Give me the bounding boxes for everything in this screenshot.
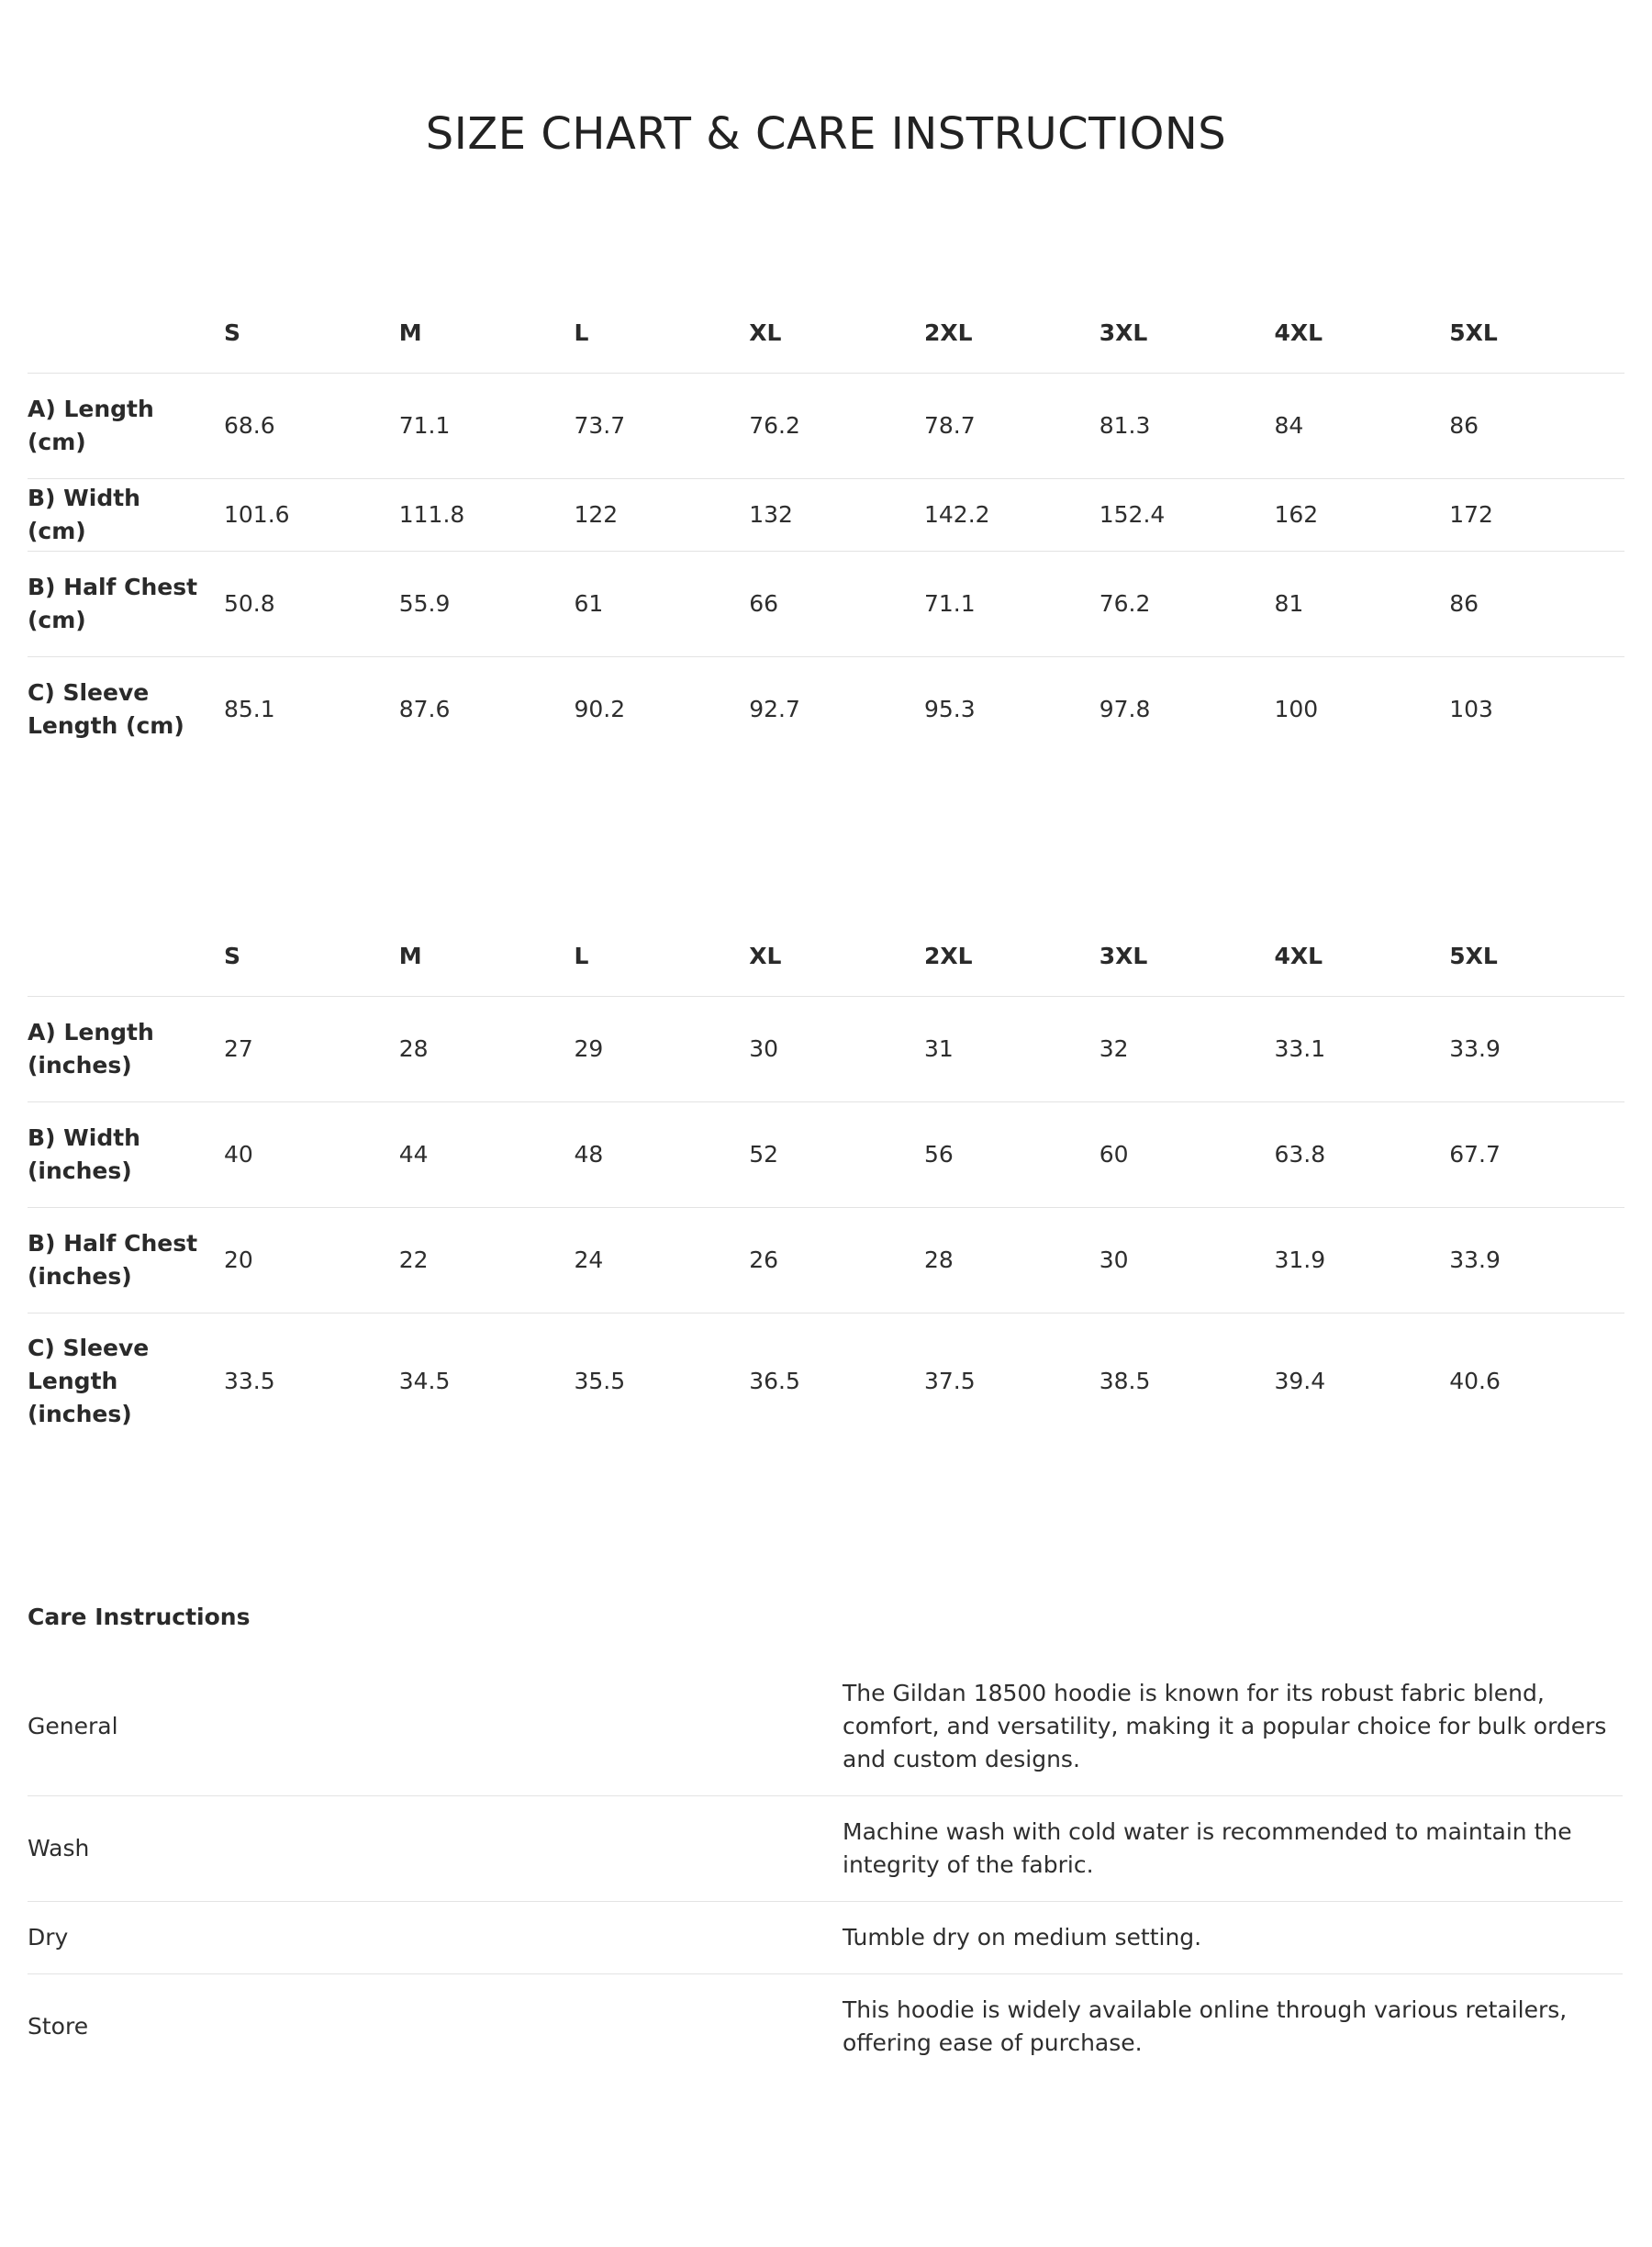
table-cell: 87.6	[398, 696, 451, 722]
table-row	[28, 552, 1624, 657]
header-size-m: M	[398, 319, 422, 346]
table-cell: 50.8	[224, 590, 275, 617]
table-cell: 61	[574, 590, 604, 617]
table-cell: 35.5	[574, 1368, 626, 1394]
row-label: A) Length (cm)	[28, 396, 154, 455]
care-row-dry	[28, 1902, 1623, 1974]
care-label: Store	[28, 2013, 89, 2040]
table-cell: 20	[224, 1246, 253, 1273]
header-size-2xl: 2XL	[924, 943, 973, 969]
table-cell: 24	[574, 1246, 604, 1273]
table-cell: 32	[1099, 1035, 1129, 1062]
row-label: C) Sleeve Length (inches)	[28, 1335, 150, 1427]
header-size-3xl: 3XL	[1099, 943, 1148, 969]
table-cell: 27	[224, 1035, 253, 1062]
table-cell: 66	[749, 590, 779, 617]
table-row	[28, 479, 1624, 552]
table-cell: 101.6	[224, 501, 290, 528]
table-cell: 81	[1274, 590, 1304, 617]
table-cell: 67.7	[1449, 1141, 1501, 1168]
table-cell: 52	[749, 1141, 779, 1168]
table-cell: 71.1	[924, 590, 976, 617]
size-table-cm	[28, 294, 1624, 762]
table-cell: 132	[749, 501, 793, 528]
row-label: A) Length (inches)	[28, 1019, 154, 1079]
table-cell: 30	[749, 1035, 779, 1062]
table-cell: 162	[1274, 501, 1319, 528]
header-size-3xl: 3XL	[1099, 319, 1148, 346]
table-cell: 172	[1449, 501, 1493, 528]
table-header-row	[28, 294, 1624, 374]
care-row-store	[28, 1974, 1623, 2080]
table-cell: 55.9	[398, 590, 451, 617]
care-instructions-title: Care Instructions	[28, 1604, 251, 1630]
care-description: Tumble dry on medium setting.	[843, 1924, 1202, 1951]
table-cell: 63.8	[1274, 1141, 1326, 1168]
table-cell: 44	[398, 1141, 429, 1168]
table-cell: 152.4	[1099, 501, 1166, 528]
header-size-s: S	[224, 943, 241, 969]
table-header-row	[28, 917, 1624, 997]
header-size-s: S	[224, 319, 241, 346]
table-cell: 97.8	[1099, 696, 1151, 722]
header-size-5xl: 5XL	[1449, 319, 1498, 346]
header-size-4xl: 4XL	[1274, 319, 1323, 346]
table-cell: 31	[924, 1035, 954, 1062]
table-cell: 48	[574, 1141, 604, 1168]
header-size-2xl: 2XL	[924, 319, 973, 346]
table-cell: 60	[1099, 1141, 1129, 1168]
care-label: Dry	[28, 1924, 69, 1951]
header-size-l: L	[574, 319, 589, 346]
table-cell: 40.6	[1449, 1368, 1501, 1394]
table-cell: 37.5	[924, 1368, 976, 1394]
table-cell: 33.9	[1449, 1246, 1501, 1273]
row-label: B) Half Chest (inches)	[28, 1230, 198, 1290]
table-cell: 39.4	[1274, 1368, 1326, 1394]
table-row	[28, 997, 1624, 1102]
header-size-xl: XL	[749, 943, 782, 969]
table-cell: 122	[574, 501, 619, 528]
care-instructions-table	[28, 1658, 1623, 2079]
row-label: B) Width (cm)	[28, 485, 140, 544]
table-cell: 33.5	[224, 1368, 275, 1394]
table-cell: 95.3	[924, 696, 976, 722]
care-label: General	[28, 1713, 118, 1739]
table-row	[28, 1314, 1624, 1450]
table-row	[28, 657, 1624, 763]
table-cell: 26	[749, 1246, 779, 1273]
table-cell: 85.1	[224, 696, 275, 722]
table-row	[28, 1102, 1624, 1208]
table-cell: 111.8	[398, 501, 465, 528]
table-row	[28, 1208, 1624, 1314]
table-cell: 71.1	[398, 412, 451, 439]
table-cell: 68.6	[224, 412, 275, 439]
header-size-5xl: 5XL	[1449, 943, 1498, 969]
table-cell: 84	[1274, 412, 1304, 439]
table-cell: 81.3	[1099, 412, 1151, 439]
header-empty-cell	[28, 917, 224, 997]
table-row	[28, 374, 1624, 479]
table-cell: 100	[1274, 696, 1319, 722]
table-cell: 29	[574, 1035, 604, 1062]
table-cell: 86	[1449, 412, 1479, 439]
care-label: Wash	[28, 1835, 90, 1861]
table-cell: 33.9	[1449, 1035, 1501, 1062]
table-cell: 76.2	[1099, 590, 1151, 617]
table-cell: 86	[1449, 590, 1479, 617]
care-description: The Gildan 18500 hoodie is known for its robust fabric blend, comfort, and versatility, making it a popular choice for bulk orders and custom designs.	[843, 1680, 1607, 1772]
row-label: C) Sleeve Length (cm)	[28, 679, 184, 739]
table-cell: 142.2	[924, 501, 990, 528]
care-row-wash	[28, 1796, 1623, 1902]
table-cell: 73.7	[574, 412, 626, 439]
table-cell: 40	[224, 1141, 253, 1168]
table-cell: 78.7	[924, 412, 976, 439]
table-cell: 76.2	[749, 412, 800, 439]
row-label: B) Half Chest (cm)	[28, 574, 198, 633]
table-cell: 34.5	[398, 1368, 451, 1394]
table-cell: 90.2	[574, 696, 626, 722]
table-cell: 22	[398, 1246, 429, 1273]
header-size-m: M	[398, 943, 422, 969]
care-row-general	[28, 1658, 1623, 1796]
header-empty-cell	[28, 294, 224, 374]
header-size-4xl: 4XL	[1274, 943, 1323, 969]
header-size-xl: XL	[749, 319, 782, 346]
page-title: SIZE CHART & CARE INSTRUCTIONS	[425, 108, 1227, 160]
size-table-inches	[28, 917, 1624, 1449]
row-label: B) Width (inches)	[28, 1124, 140, 1184]
header-size-l: L	[574, 943, 589, 969]
care-description: This hoodie is widely available online through various retailers, offering ease of purchase.	[843, 1996, 1568, 2056]
table-cell: 92.7	[749, 696, 800, 722]
table-cell: 36.5	[749, 1368, 800, 1394]
table-cell: 31.9	[1274, 1246, 1326, 1273]
care-description: Machine wash with cold water is recommended to maintain the integrity of the fabric.	[843, 1818, 1572, 1878]
table-cell: 28	[398, 1035, 429, 1062]
table-cell: 28	[924, 1246, 954, 1273]
table-cell: 56	[924, 1141, 954, 1168]
table-cell: 33.1	[1274, 1035, 1326, 1062]
table-cell: 103	[1449, 696, 1493, 722]
table-cell: 30	[1099, 1246, 1129, 1273]
table-cell: 38.5	[1099, 1368, 1151, 1394]
